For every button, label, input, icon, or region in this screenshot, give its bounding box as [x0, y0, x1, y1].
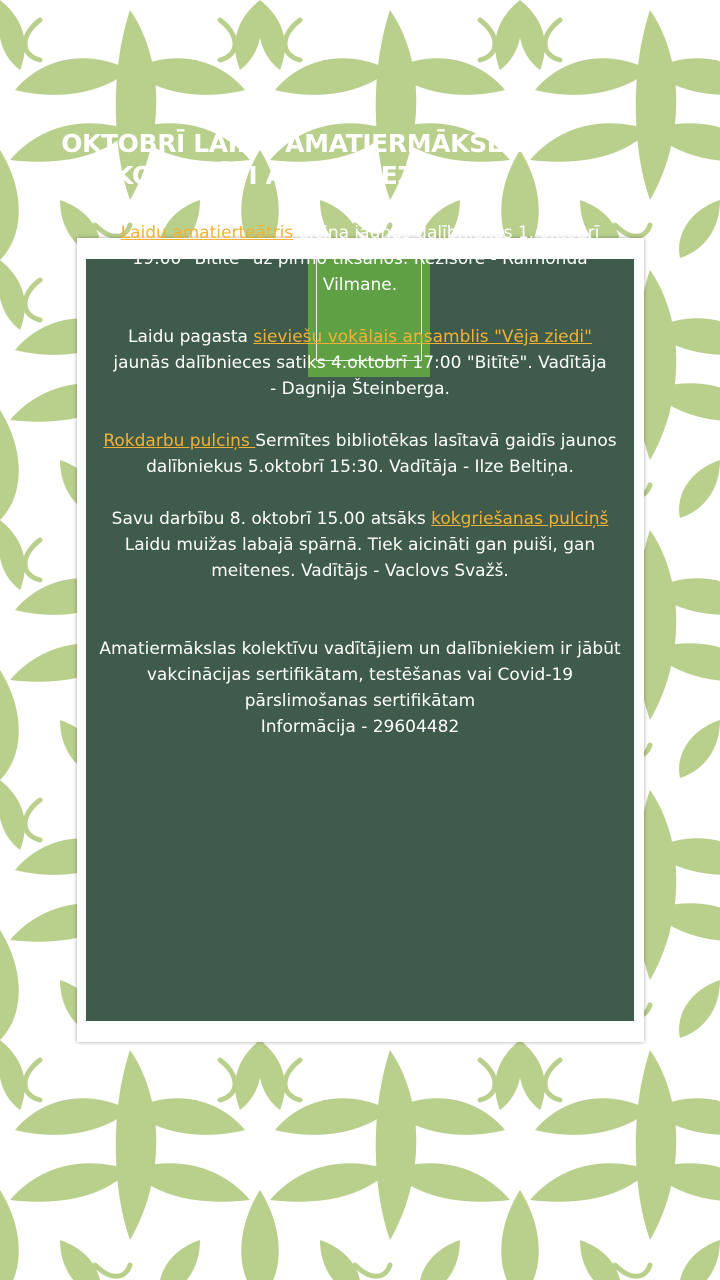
paragraph-woodcarving — [86, 506, 634, 584]
paragraph-woodcarving-lead: Savu darbību 8. oktobrī 15.00 atsāks — [111, 509, 432, 529]
paragraph-theatre-text: aicina jaunus dalībniekus 1. oktobrī 19:00 "Bitītē" uz pirmo tikšanos. Režisore - Raimonda Vilmane. — [132, 223, 600, 295]
paragraph-certificate — [86, 636, 634, 714]
info-line: Informācija - 29604482 — [260, 717, 460, 737]
link-theatre[interactable]: Laidu amatierteātris — [120, 223, 294, 243]
paragraph-ensemble — [86, 324, 634, 402]
title-line-2: KOLEKTĪVI ATSĀK SEZONU: — [114, 161, 486, 190]
paragraph-theatre — [86, 220, 634, 298]
paragraph-crafts — [86, 428, 634, 480]
paragraph-ensemble-text: jaunās dalībnieces satiks 4.oktobrī 17:00 "Bitītē". Vadītāja - Dagnija Šteinberga. — [113, 353, 607, 399]
paragraph-certificate-text: Amatiermākslas kolektīvu vadītājiem un dalībniekiem ir jābūt vakcinācijas sertifikātam, testēšanas vai Covid-19 pārslimošanas sertifikātam — [99, 639, 621, 711]
paragraph-ensemble-lead: Laidu pagasta — [128, 327, 254, 347]
announcement-body — [86, 220, 634, 740]
paragraph-crafts-text: Sermītes bibliotēkas lasītavā gaidīs jaunos dalībniekus 5.oktobrī 15:30. Vadītāja - Ilze Beltiņa. — [146, 431, 617, 477]
link-woodcarving[interactable]: kokgriešanas pulciņš — [431, 509, 609, 529]
title-line-1: OKTOBRĪ LAIDU AMATIERMĀKSLAS — [61, 129, 539, 158]
link-ensemble[interactable]: sieviešu vokālais ansamblis "Vēja ziedi" — [253, 327, 592, 347]
link-crafts[interactable]: Rokdarbu pulciņs — [103, 431, 256, 451]
page-title — [30, 128, 570, 192]
paragraph-woodcarving-text: Laidu muižas labajā spārnā. Tiek aicināti gan puiši, gan meitenes. Vadītājs - Vaclovs Svažš. — [124, 535, 596, 581]
